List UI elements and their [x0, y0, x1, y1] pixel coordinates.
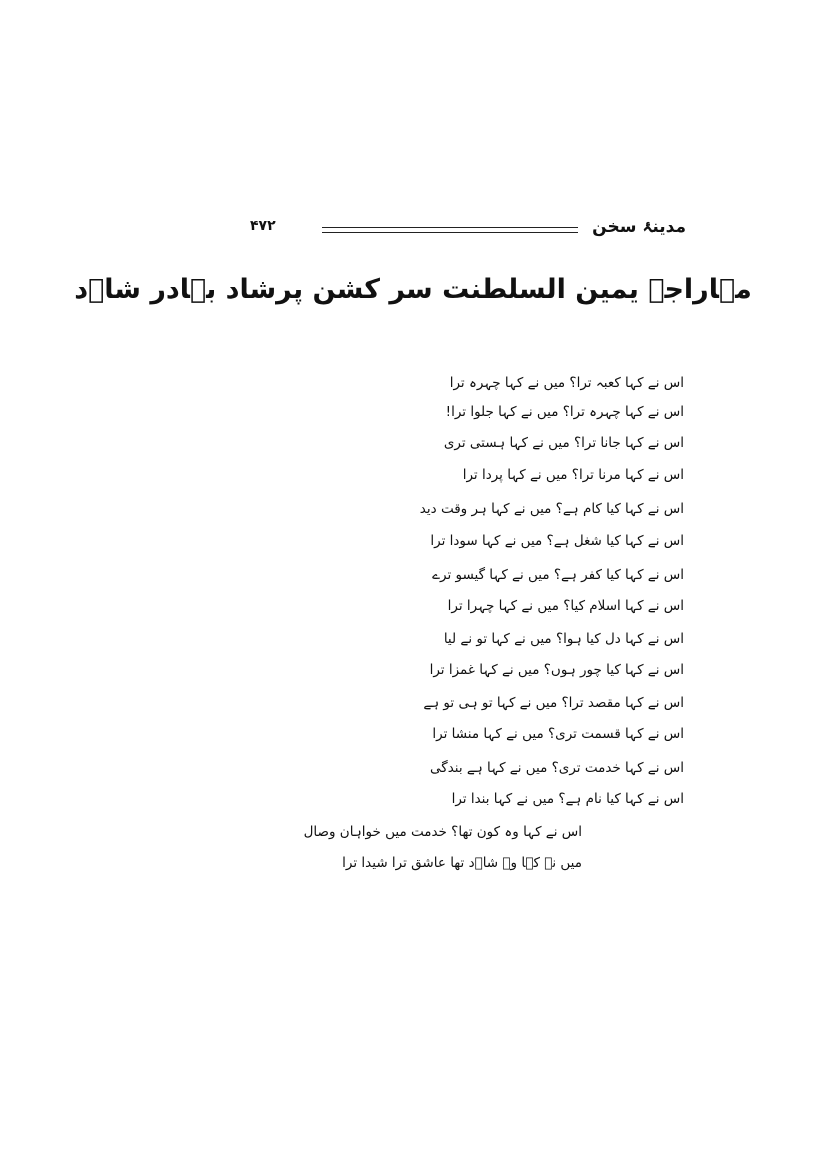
verse-line: میں نے کہا وہ شاؔد تھا عاشق ترا شیدا ترا [342, 855, 582, 871]
verse-line: اس نے کہا جانا ترا؟ میں نے کہا ہستی تری [443, 435, 684, 451]
verse-line: اس نے کہا کیا کام ہے؟ میں نے کہا ہر وقت دید [419, 501, 684, 517]
verse-line: اس نے کہا کیا شغل ہے؟ میں نے کہا سودا ترا [430, 533, 684, 549]
poem-title: مہاراجہ یمین السلطنت سر کشن پرشاد بہادر شاؔد [74, 274, 752, 305]
header-double-rule [322, 227, 578, 233]
verse-line: اس نے کہا قسمت تری؟ میں نے کہا منشا ترا [432, 726, 684, 742]
verse-line: اس نے کہا کیا نام ہے؟ میں نے کہا بندا ترا [451, 791, 684, 807]
verse-line: اس نے کہا مرنا ترا؟ میں نے کہا پردا ترا [462, 467, 684, 483]
verse-line: اس نے کہا وہ کون تھا؟ خدمت میں خواہان وصال [303, 824, 582, 840]
page-number: ۴۷۲ [250, 218, 276, 234]
verse-line: اس نے کہا کیا چور ہوں؟ میں نے کہا غمزا ترا [429, 662, 684, 678]
verse-line: اس نے کہا کعبہ ترا؟ میں نے کہا چہرہ ترا [449, 375, 684, 391]
verse-line: اس نے کہا دل کیا ہوا؟ میں نے کہا تو نے لیا [443, 631, 684, 647]
running-head-book-title: مدینۂ سخن [592, 217, 686, 237]
page-header [0, 216, 826, 246]
verse-line: اس نے کہا مقصد ترا؟ میں نے کہا تو ہی تو ہے [423, 695, 684, 711]
verse-line: اس نے کہا کیا کفر ہے؟ میں نے کہا گیسو ترے [432, 567, 684, 583]
verse-line: اس نے کہا خدمت تری؟ میں نے کہا ہے بندگی [430, 760, 684, 776]
verse-line: اس نے کہا چہرہ ترا؟ میں نے کہا جلوا ترا! [445, 404, 684, 420]
verse-line: اس نے کہا اسلام کیا؟ میں نے کہا چہرا ترا [447, 598, 684, 614]
